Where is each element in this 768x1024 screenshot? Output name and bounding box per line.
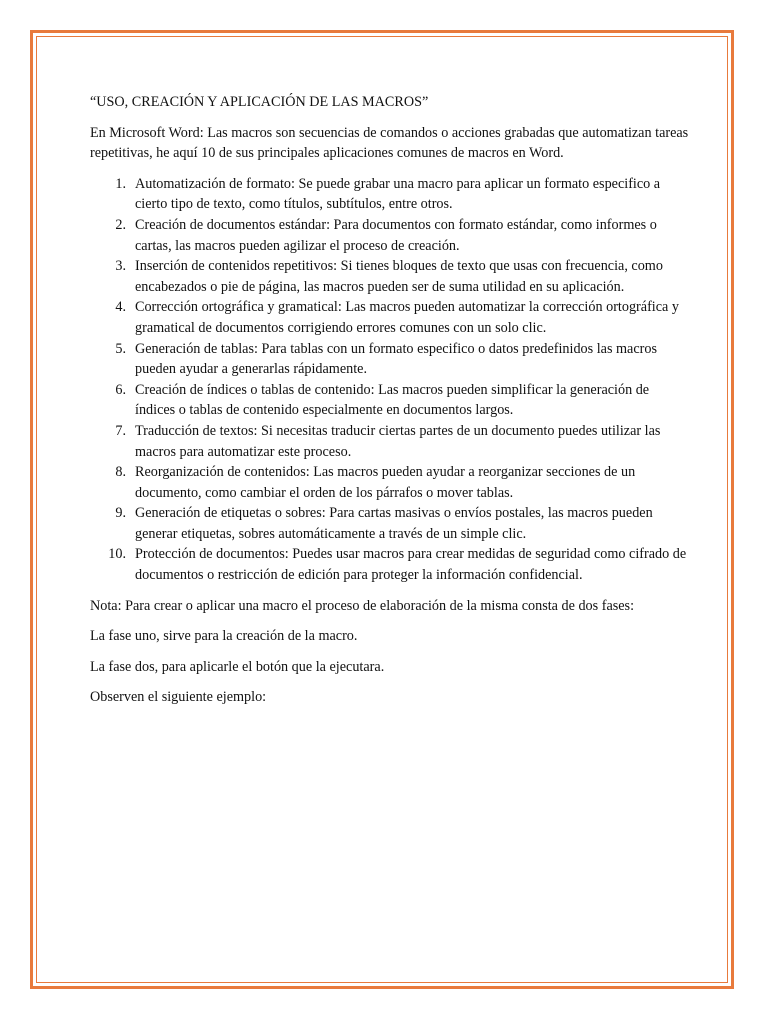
phase-two-paragraph: La fase dos, para aplicarle el botón que la ejecutara. (90, 658, 385, 675)
list-item-number: 2. (115, 216, 126, 233)
list-item (90, 339, 690, 380)
list-item-number: 7. (115, 422, 126, 439)
list-item-number: 10. (108, 546, 126, 563)
phase-one-paragraph: La fase uno, sirve para la creación de la macro. (90, 628, 358, 645)
list-item (90, 544, 690, 585)
list-item (90, 421, 690, 462)
list-item-number: 6. (115, 381, 126, 398)
document-title: “USO, CREACIÓN Y APLICACIÓN DE LAS MACROS” (90, 94, 429, 110)
list-item-number: 1. (115, 175, 126, 192)
list-item-text: Generación de tablas: Para tablas con un formato especifico o datos predefinidos las macros pueden ayudar a generarlas rápidamente. (135, 340, 657, 378)
list-item (90, 174, 690, 215)
list-item (90, 462, 690, 503)
note-paragraph: Nota: Para crear o aplicar una macro el proceso de elaboración de la misma consta de dos fases: (90, 597, 635, 614)
list-item (90, 297, 690, 338)
list-item (90, 380, 690, 421)
list-item (90, 215, 690, 256)
document-body (90, 92, 690, 718)
list-item-text: Reorganización de contenidos: Las macros pueden ayudar a reorganizar secciones de un documento, como cambiar el orden de los párrafos o mover tablas. (135, 464, 636, 501)
intro-paragraph: En Microsoft Word: Las macros son secuencias de comandos o acciones grabadas que automatizan tareas repetitivas, he aquí 10 de sus principales aplicaciones comunes de macros en Word. (90, 124, 689, 162)
list-item-text: Creación de documentos estándar: Para documentos con formato estándar, como informes o cartas, las macros pueden agilizar el proceso de creación. (135, 216, 657, 254)
closing-paragraph: Observen el siguiente ejemplo: (90, 689, 267, 706)
list-item-number: 3. (115, 258, 126, 275)
list-item-text: Protección de documentos: Puedes usar macros para crear medidas de seguridad como cifrado de documentos o restricción de edición para proteger la información confidencial. (135, 546, 687, 584)
list-item-text: Generación de etiquetas o sobres: Para cartas masivas o envíos postales, las macros pueden generar etiquetas, sobres automáticamente a través de un simple clic. (135, 505, 653, 542)
list-item-number: 9. (115, 505, 126, 522)
macro-applications-list (90, 174, 690, 586)
list-item (90, 256, 690, 297)
list-item-number: 8. (115, 464, 126, 481)
list-item-text: Creación de índices o tablas de contenido: Las macros pueden simplificar la generación de índices o tablas de contenido especialmente en documentos largos. (135, 381, 650, 419)
list-item-text: Inserción de contenidos repetitivos: Si tienes bloques de texto que usas con frecuencia, como encabezados o pie de página, las macros pueden ser de suma utilidad en su aplicación. (135, 258, 663, 295)
list-item-text: Corrección ortográfica y gramatical: Las macros pueden automatizar la corrección ortográfica y gramatical de documentos corrigiendo errores comunes con un solo clic. (135, 299, 679, 336)
list-item-number: 5. (115, 340, 126, 357)
list-item-number: 4. (115, 299, 126, 316)
list-item-text: Traducción de textos: Si necesitas traducir ciertas partes de un documento puedes utilizar las macros para automatizar este proceso. (135, 422, 661, 460)
list-item (90, 503, 690, 544)
list-item-text: Automatización de formato: Se puede grabar una macro para aplicar un formato especifico a cierto tipo de texto, como títulos, subtítulos, entre otros. (135, 175, 661, 213)
